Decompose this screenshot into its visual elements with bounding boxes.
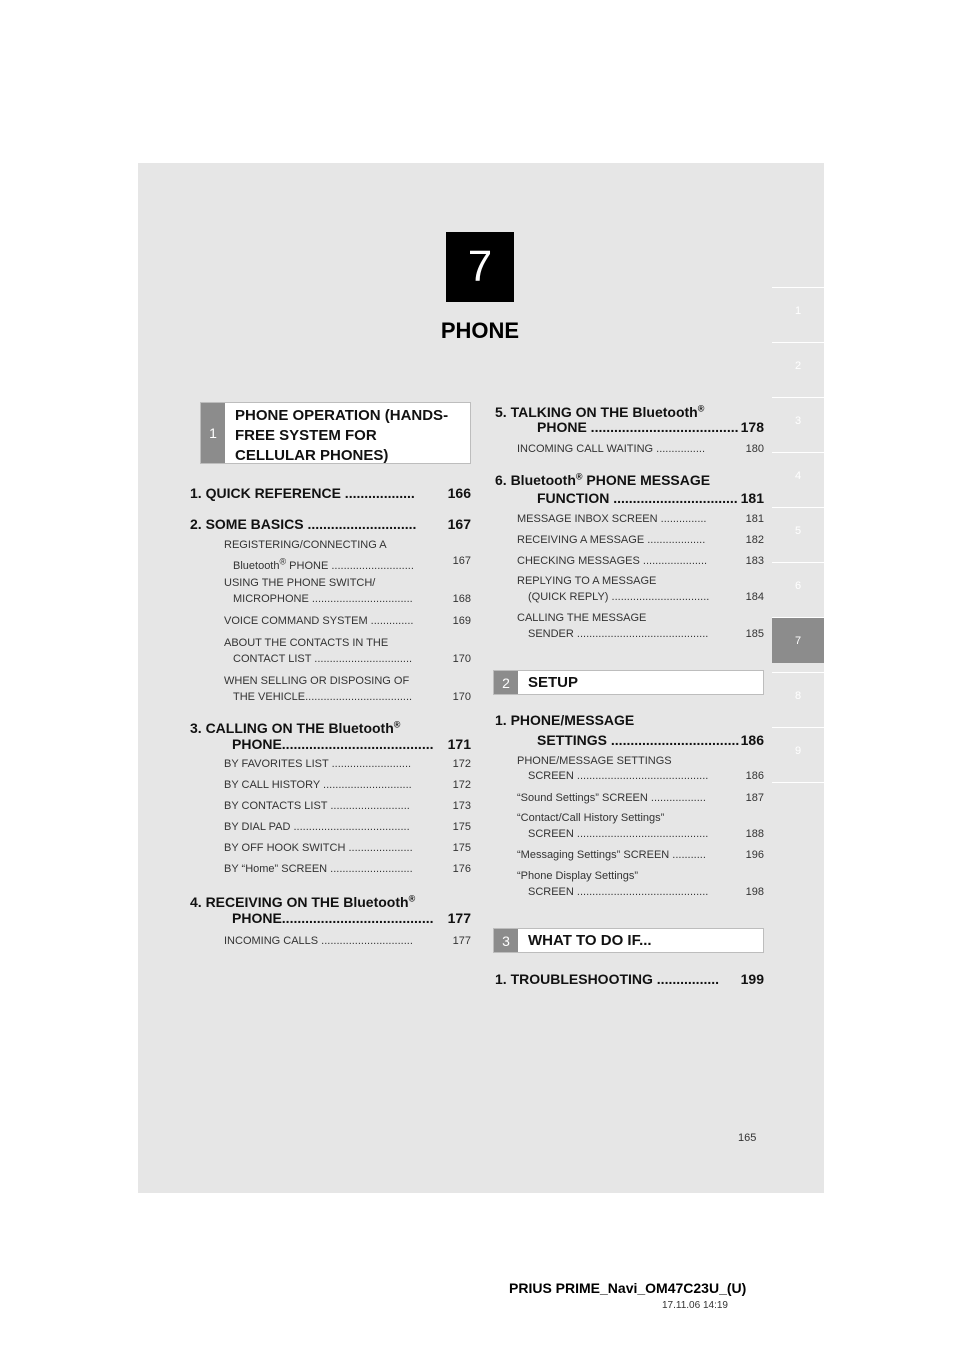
entry-text: “Sound Settings” SCREEN .................. [517,792,706,804]
entry-text: FUNCTION ................................ [537,490,738,506]
entry-page: 199 [740,971,764,987]
section-3-header [493,928,764,953]
entry-text: “Phone Display Settings” [517,870,639,882]
toc-subentry[interactable] [224,537,471,553]
entry-text: SETTINGS ................................. [537,732,740,748]
tab-5[interactable]: 5 [772,507,824,553]
entry-page: 176 [452,863,471,875]
entry-text: WHEN SELLING OR DISPOSING OF [224,675,410,687]
entry-text: INCOMING CALL WAITING ................ [517,443,706,455]
entry-page: 185 [745,628,764,640]
tab-9[interactable]: 9 [772,727,824,773]
toc-subentry[interactable] [224,861,471,877]
entry-page: 187 [745,792,764,804]
toc-entry[interactable] [495,711,764,729]
toc-entry[interactable] [190,484,471,502]
entry-page: 177 [447,910,471,926]
toc-subentry[interactable] [224,840,471,856]
chapter-number: 7 [446,232,514,302]
toc-subentry[interactable] [224,798,471,814]
toc-subentry[interactable] [517,441,764,457]
entry-text: BY CALL HISTORY ............................. [224,779,412,791]
entry-page: 167 [452,555,471,567]
toc-subentry[interactable] [517,868,764,884]
entry-page: 170 [452,691,471,703]
entry-text: MICROPHONE ................................. [233,593,413,605]
toc-subentry[interactable] [517,573,764,589]
toc-entry[interactable] [190,889,471,911]
section-1-header [200,402,471,464]
entry-text: BY FAVORITES LIST .......................... [224,758,412,770]
toc-subentry[interactable] [233,553,471,574]
toc-subentry[interactable] [224,635,471,651]
toc-subentry[interactable] [517,511,764,527]
toc-subentry[interactable] [517,610,764,626]
toc-subentry[interactable] [517,753,764,769]
entry-page: 183 [745,555,764,567]
footer-title: PRIUS PRIME_Navi_OM47C23U_(U) [509,1280,747,1296]
entry-page: 182 [745,534,764,546]
entry-page: 181 [745,513,764,525]
entry-text: CONTACT LIST ................................ [233,653,413,665]
entry-page: 167 [447,516,471,532]
entry-page: 181 [740,490,764,506]
entry-text: REGISTERING/CONNECTING A [224,539,387,551]
entry-text: SCREEN ........................................... [528,770,709,782]
toc-subentry[interactable] [224,613,471,629]
toc-subentry[interactable] [528,768,764,784]
section-2-title: SETUP [528,674,579,691]
section-1-number: 1 [201,403,225,463]
entry-text: PHONE....................................... [232,910,434,926]
entry-page: 188 [745,828,764,840]
tab-8[interactable]: 8 [772,672,824,718]
entry-page: 184 [745,591,764,603]
entry-text: PHONE....................................... [232,736,434,752]
entry-page: 175 [452,842,471,854]
entry-text: ABOUT THE CONTACTS IN THE [224,637,389,649]
entry-text: BY CONTACTS LIST .......................... [224,800,410,812]
tab-2[interactable]: 2 [772,342,824,388]
toc-subentry[interactable] [233,591,471,607]
toc-entry[interactable] [232,735,471,753]
entry-text: 1. PHONE/MESSAGE [495,712,635,728]
entry-page: 196 [745,849,764,861]
entry-text: MESSAGE INBOX SCREEN ............... [517,513,707,525]
toc-entry[interactable] [537,489,764,507]
toc-entry[interactable] [232,909,471,927]
entry-text: PHONE ...................................... [537,419,739,435]
entry-text: 6. Bluetooth® PHONE MESSAGE [495,471,711,488]
entry-text: Bluetooth® PHONE ........................... [233,556,414,572]
entry-text: 5. TALKING ON THE Bluetooth® [495,403,705,420]
tab-3[interactable]: 3 [772,397,824,443]
entry-page: 186 [740,732,764,748]
entry-page: 186 [745,770,764,782]
toc-subentry[interactable] [517,810,764,826]
toc-entry[interactable] [495,467,764,489]
toc-entry[interactable] [537,731,764,749]
entry-text: 1. QUICK REFERENCE .................. [190,485,415,501]
toc-subentry[interactable] [224,673,471,689]
entry-text: SCREEN ........................................... [528,828,709,840]
entry-text: CHECKING MESSAGES ..................... [517,555,708,567]
entry-page: 172 [452,779,471,791]
toc-subentry[interactable] [233,651,471,667]
entry-text: REPLYING TO A MESSAGE [517,575,657,587]
entry-text: BY OFF HOOK SWITCH ..................... [224,842,413,854]
toc-entry[interactable] [190,715,471,737]
entry-page: 198 [745,886,764,898]
section-1-title: PHONE OPERATION (HANDS-FREE SYSTEM FOR CELLULAR PHONES) [235,407,449,464]
toc-subentry[interactable] [224,819,471,835]
entry-page: 168 [452,593,471,605]
entry-page: 171 [447,736,471,752]
toc-entry[interactable] [495,970,764,988]
entry-page: 177 [452,935,471,947]
toc-subentry[interactable] [224,575,471,591]
toc-subentry[interactable] [528,826,764,842]
entry-text: PHONE/MESSAGE SETTINGS [517,755,672,767]
toc-entry[interactable] [537,418,764,436]
entry-text: “Messaging Settings” SCREEN ........... [517,849,706,861]
entry-text: USING THE PHONE SWITCH/ [224,577,376,589]
toc-subentry[interactable] [517,847,764,863]
tab-1[interactable]: 1 [772,287,824,333]
tab-4[interactable]: 4 [772,452,824,498]
entry-text: SCREEN ........................................... [528,886,709,898]
entry-text: (QUICK REPLY) ................................ [528,591,710,603]
toc-subentry[interactable] [528,626,764,642]
entry-text: RECEIVING A MESSAGE ................... [517,534,706,546]
entry-page: 175 [452,821,471,833]
entry-text: 4. RECEIVING ON THE Bluetooth® [190,893,416,910]
section-2-header [493,670,764,695]
toc-subentry[interactable] [528,884,764,900]
entry-text: 2. SOME BASICS ............................ [190,516,417,532]
entry-text: BY DIAL PAD ...................................... [224,821,410,833]
entry-page: 170 [452,653,471,665]
toc-subentry[interactable] [517,553,764,569]
chapter-title: PHONE [440,318,520,343]
entry-text: CALLING THE MESSAGE [517,612,647,624]
toc-subentry[interactable] [224,777,471,793]
entry-page: 172 [452,758,471,770]
entry-page: 169 [452,615,471,627]
entry-text: VOICE COMMAND SYSTEM .............. [224,615,414,627]
entry-text: 3. CALLING ON THE Bluetooth® [190,719,401,736]
toc-subentry[interactable] [233,689,471,705]
toc-subentry[interactable] [528,589,764,605]
entry-text: SENDER ........................................... [528,628,709,640]
toc-subentry[interactable] [224,933,471,949]
section-3-title: WHAT TO DO IF... [528,932,652,949]
toc-subentry[interactable] [517,532,764,548]
entry-text: INCOMING CALLS .............................. [224,935,413,947]
tab-end [772,782,824,811]
entry-text: 1. TROUBLESHOOTING ................ [495,971,720,987]
footer-date: 17.11.06 14:19 [662,1300,728,1311]
entry-page: 166 [447,485,471,501]
entry-page: 178 [740,419,764,435]
toc-subentry[interactable] [517,790,764,806]
entry-page: 173 [452,800,471,812]
entry-text: “Contact/Call History Settings” [517,812,665,824]
tab-6[interactable]: 6 [772,562,824,608]
entry-text: THE VEHICLE................................... [233,691,413,703]
toc-subentry[interactable] [224,756,471,772]
page-number: 165 [738,1132,757,1144]
toc-entry[interactable] [190,515,471,533]
entry-text: BY “Home” SCREEN ........................... [224,863,413,875]
section-2-number: 2 [494,671,518,694]
entry-page: 180 [745,443,764,455]
section-3-number: 3 [494,929,518,952]
tab-7[interactable]: 7 [772,617,824,663]
